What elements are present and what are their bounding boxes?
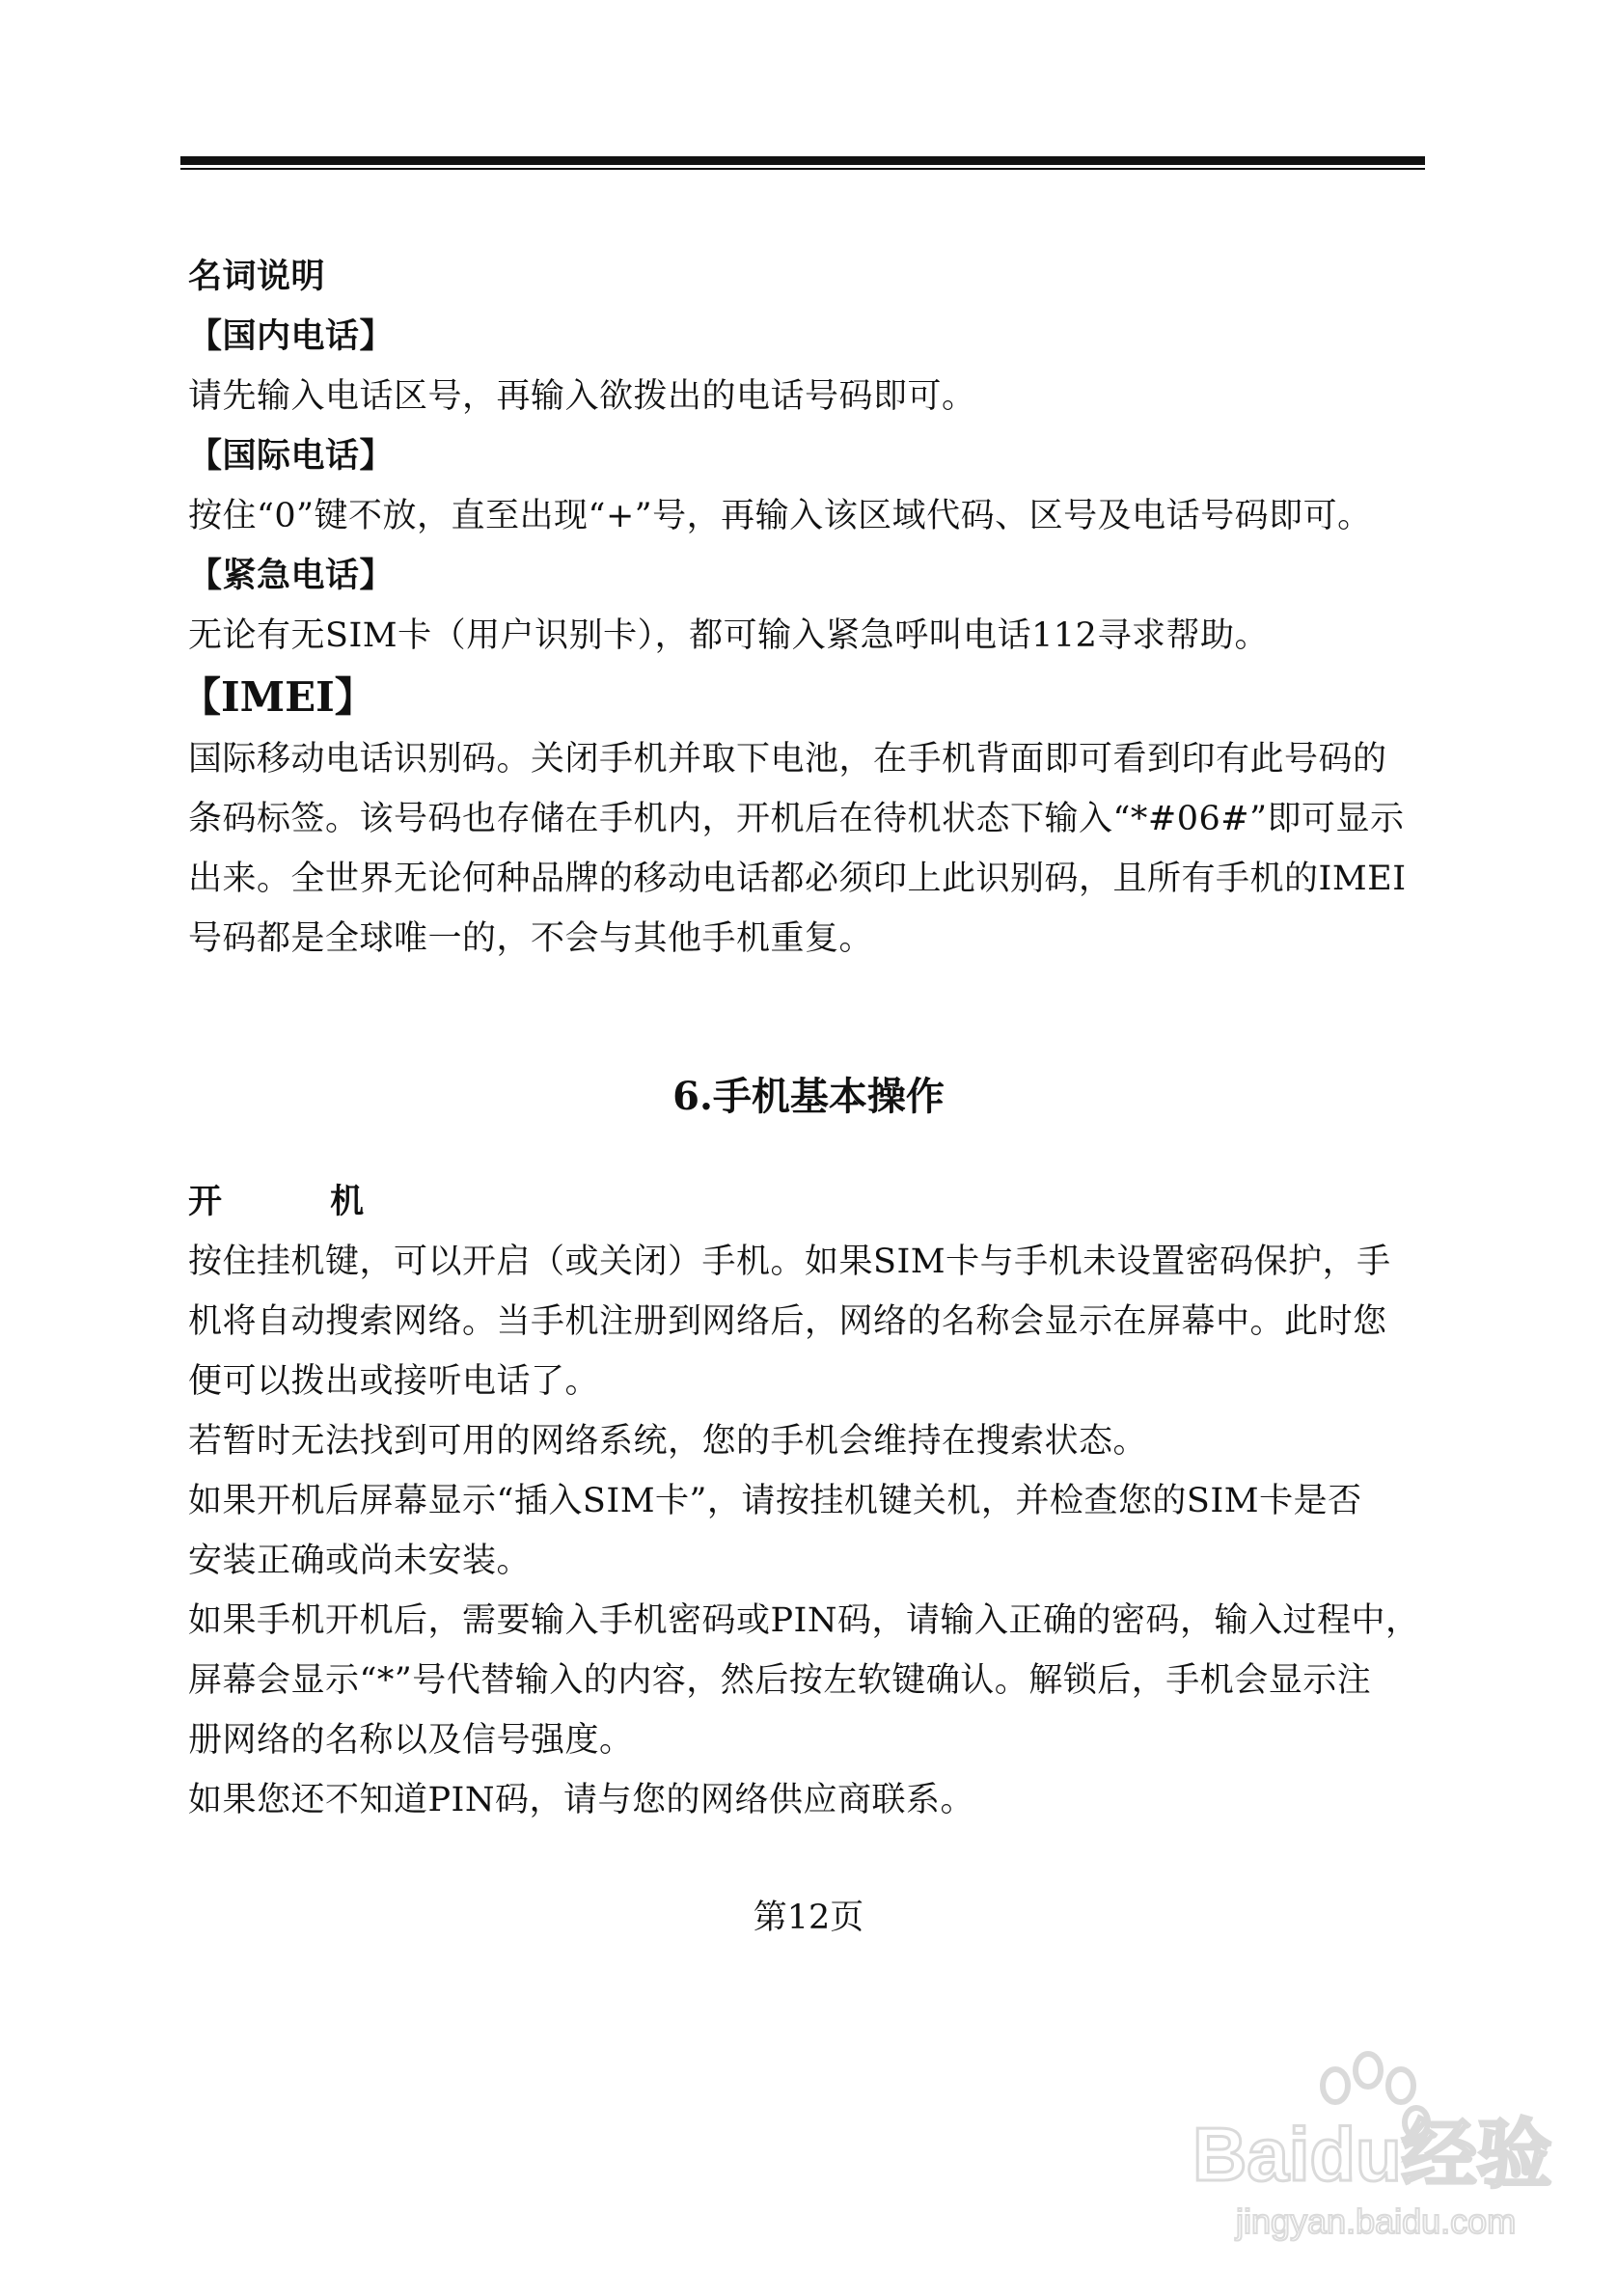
body-line: 屏幕会显示“*”号代替输入的内容，然后按左软键确认。解锁后，手机会显示注	[188, 1661, 1372, 1700]
power-heading: 开 机	[188, 1182, 394, 1221]
body-line: 机将自动搜索网络。当手机注册到网络后，网络的名称会显示在屏幕中。此时您	[188, 1302, 1387, 1341]
body-line: 按住挂机键，可以开启（或关闭）手机。如果SIM卡与手机未设置密码保护，手	[188, 1243, 1391, 1281]
page-number: 第12页	[753, 1899, 864, 1937]
imei-line: 出来。全世界无论何种品牌的移动电话都必须印上此识别码，且所有手机的IMEI	[188, 860, 1407, 898]
header-rule-thin	[180, 168, 1425, 170]
body-line: 便可以拨出或接听电话了。	[188, 1362, 600, 1401]
glossary-title: 名词说明	[188, 257, 326, 296]
section-title: 6.手机基本操作	[672, 1074, 945, 1119]
baidu-jingyan-watermark	[1192, 2036, 1559, 2248]
emergency-text: 无论有无SIM卡（用户识别卡），都可输入紧急呼叫电话112寻求帮助。	[188, 616, 1269, 655]
imei-line: 条码标签。该号码也存储在手机内，开机后在待机状态下输入“*#06#”即可显示	[188, 800, 1405, 838]
body-line: 如果手机开机后，需要输入手机密码或PIN码，请输入正确的密码，输入过程中，	[188, 1601, 1420, 1640]
watermark-brand: Baidu经验	[1192, 2112, 1552, 2197]
body-line: 安装正确或尚未安装。	[188, 1542, 532, 1580]
emergency-heading: 【紧急电话】	[188, 556, 395, 595]
watermark-url: jingyan.baidu.com	[1236, 2201, 1517, 2241]
power-on-section	[188, 1172, 1433, 1830]
imei-line: 号码都是全球唯一的，不会与其他手机重复。	[188, 919, 874, 958]
body-line: 若暂时无法找到可用的网络系统，您的手机会维持在搜索状态。	[188, 1422, 1148, 1461]
body-line: 如果开机后屏幕显示“插入SIM卡”，请按挂机键关机，并检查您的SIM卡是否	[188, 1482, 1362, 1520]
international-heading: 【国际电话】	[188, 436, 395, 476]
body-line: 如果您还不知道PIN码，请与您的网络供应商联系。	[188, 1781, 975, 1819]
glossary-section	[180, 247, 1433, 969]
domestic-text: 请先输入电话区号，再输入欲拨出的电话号码即可。	[188, 377, 976, 416]
imei-line: 国际移动电话识别码。关闭手机并取下电池，在手机背面即可看到印有此号码的	[188, 740, 1387, 779]
imei-heading: 【IMEI】	[180, 673, 375, 721]
body-line: 册网络的名称以及信号强度。	[188, 1721, 634, 1760]
international-text: 按住“0”键不放，直至出现“+”号，再输入该区域代码、区号及电话号码即可。	[188, 497, 1372, 535]
header-rule	[180, 156, 1425, 165]
domestic-heading: 【国内电话】	[188, 316, 395, 356]
